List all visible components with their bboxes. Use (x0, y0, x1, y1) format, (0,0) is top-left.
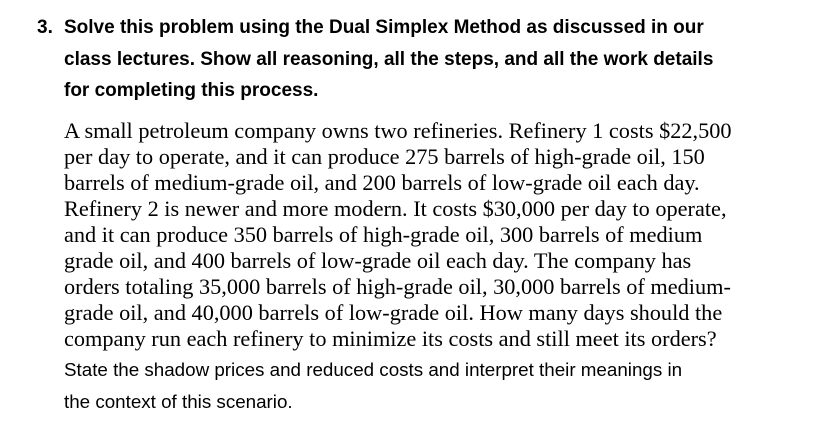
closing-line: State the shadow prices and reduced costs and interpret their meanings in (64, 359, 683, 380)
body-line: orders totaling 35,000 barrels of high-grade oil, 30,000 barrels of medium- (64, 274, 731, 299)
instruction-line: for completing this process. (64, 80, 319, 101)
body-line: grade oil, and 40,000 barrels of low-grade oil. How many days should the (64, 300, 723, 325)
instruction-line: Solve this problem using the Dual Simplex Method as discussed in our (64, 17, 704, 38)
body-line: A small petroleum company owns two refineries. Refinery 1 costs $22,500 (64, 118, 732, 143)
body-line: and it can produce 350 barrels of high-grade oil, 300 barrels of medium (64, 222, 703, 247)
problem-number: 3. (37, 17, 53, 38)
closing-line: the context of this scenario. (64, 391, 293, 412)
body-line: per day to operate, and it can produce 275 barrels of high-grade oil, 150 (64, 144, 705, 169)
body-line: Refinery 2 is newer and more modern. It costs $30,000 per day to operate, (64, 196, 727, 221)
body-line: company run each refinery to minimize its costs and still meet its orders? (64, 326, 717, 351)
body-line: grade oil, and 400 barrels of low-grade oil each day. The company has (64, 248, 692, 273)
instruction-line: class lectures. Show all reasoning, all the steps, and all the work details (64, 49, 714, 70)
body-line: barrels of medium-grade oil, and 200 barrels of low-grade oil each day. (64, 170, 700, 195)
